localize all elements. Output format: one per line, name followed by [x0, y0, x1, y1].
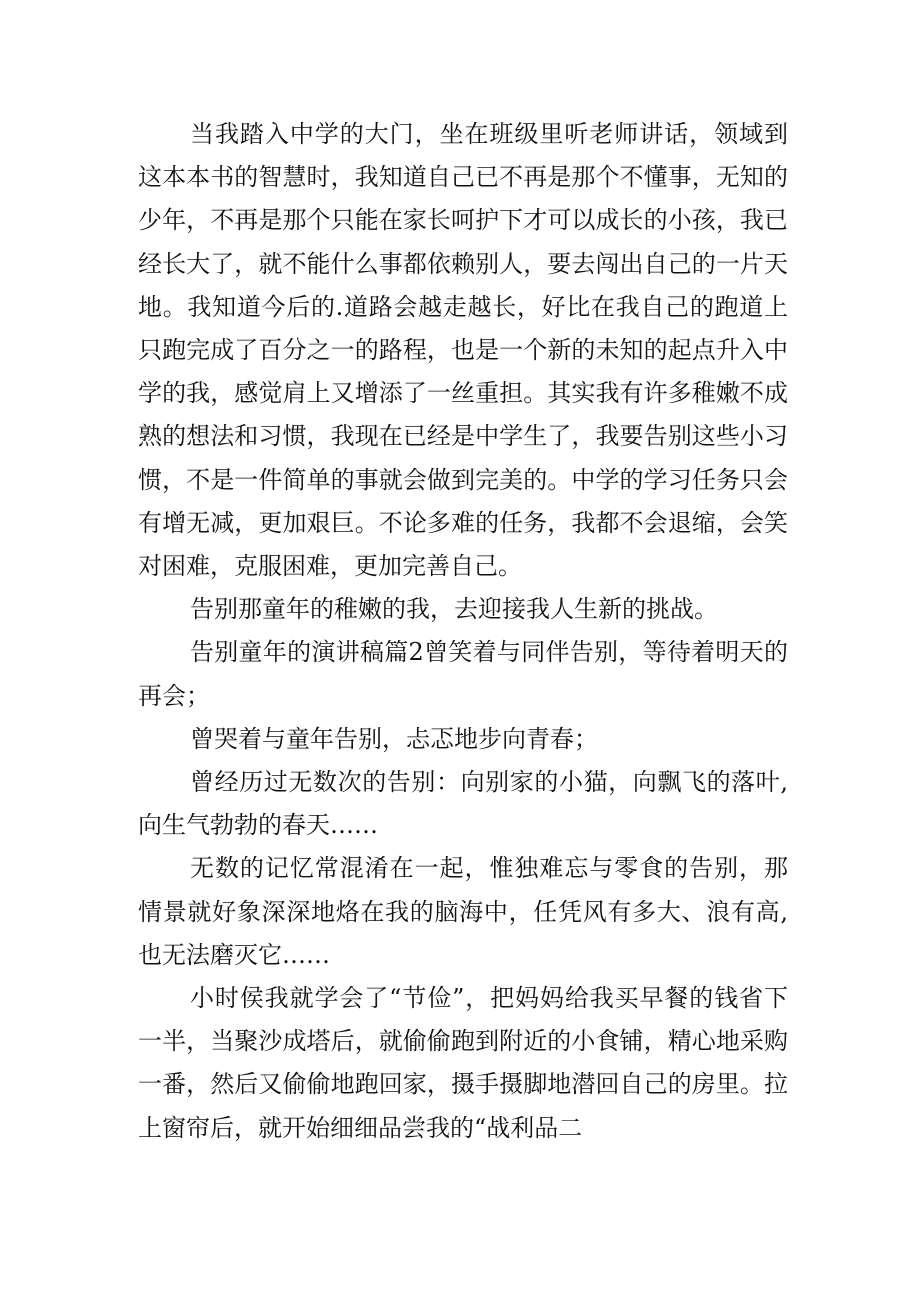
paragraph-6: 无数的记忆常混淆在一起，惟独难忘与零食的告别，那情景就好象深深地烙在我的脑海中，任凭风有多大、浪有高,也无法磨灭它…… [138, 854, 788, 969]
document-body [138, 113, 788, 1150]
paragraph-5: 曾经历过无数次的告别：向别家的小猫，向飘飞的落叶,向生气勃勃的春天…… [138, 768, 788, 840]
paragraph-3: 告别童年的演讲稿篇2曾笑着与同伴告别，等待着明天的再会； [138, 638, 788, 710]
paragraph-7: 小时侯我就学会了“节俭”，把妈妈给我买早餐的钱省下一半，当聚沙成塔后，就偷偷跑到附近的小食铺，精心地采购一番，然后又偷偷地跑回家，摄手摄脚地潜回自己的房里。拉上窗帘后，就开始细细品尝我的“战利品二 [138, 984, 788, 1142]
paragraph-1: 当我踏入中学的大门，坐在班级里听老师讲话，领域到这本本书的智慧时，我知道自己已不再是那个不懂事，无知的少年，不再是那个只能在家长呵护下才可以成长的小孩，我已经长大了，就不能什么事都依赖别人，要去闯出自己的一片天地。我知道今后的.道路会越走越长，好比在我自己的跑道上只跑完成了百分之一的路程，也是一个新的未知的起点升入中学的我，感觉肩上又增添了一丝重担。其实我有许多稚嫩不成熟的想法和习惯，我现在已经是中学生了，我要告别这些小习惯，不是一件简单的事就会做到完美的。中学的学习任务只会有增无减，更加艰巨。不论多难的任务，我都不会退缩，会笑对困难，克服困难，更加完善自己。 [138, 120, 788, 581]
paragraph-2: 告别那童年的稚嫩的我，去迎接我人生新的挑战。 [190, 595, 718, 624]
paragraph-4: 曾哭着与童年告别，忐忑地步向青春； [190, 724, 598, 753]
